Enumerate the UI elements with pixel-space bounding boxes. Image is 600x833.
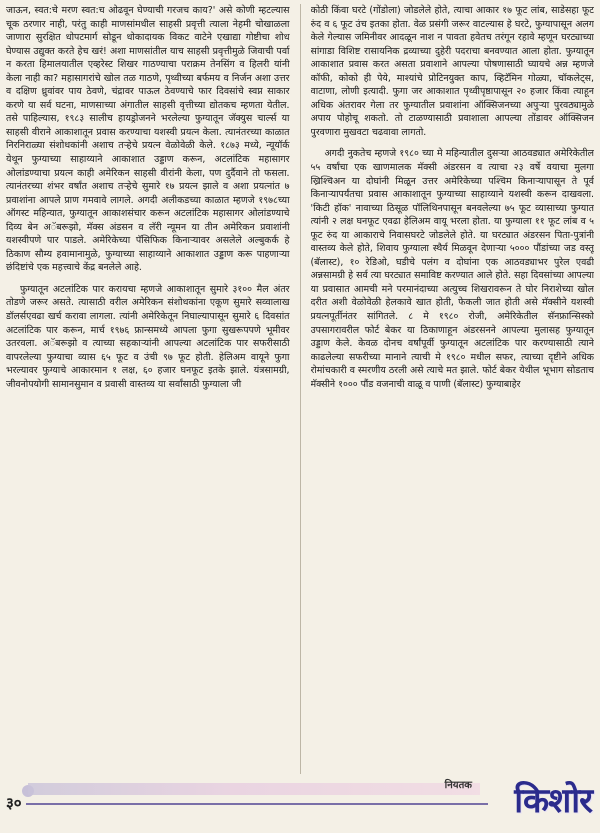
decorative-band: [28, 783, 480, 795]
paragraph: कोठी किंवा घरटे (गोंडोला) जोडलेले होते, त्याचा आकार १७ फूट लांब, साडेसहा फूट रुंद व ६ फूट उंच इतका होता. वेळ प्रसंगी जरूर वाटल्यास हे घरटे, फुग्यापासून अलग केले गेल्यास जमिनीवर आदळून नाश न पावता हवेतच तरंगून रहावे म्हणून घरट्याच्या सांगाडा विशिष्ट रासायनिक द्रव्याच्या दुहेरी पदराचा बनवण्यात आला होता. फुग्यातून आकाशात प्रवास करत असता प्रवाशाने आपल्या पोषणासाठी घ्यायचे अन्न म्हणजे कॉफी, कोको ही पेये, माश्यांचे प्रोटिनयुक्त काप, व्हिटॅमिन गोळ्या, चॉकलेट्स, वाटाणा, लोणी इत्यादी. फुगा जर आकाशात पृथ्वीपृष्ठापासून २० हजार किंवा त्याहून अधिक अंतरावर गेला तर फुग्यातील प्रवाशांना ऑक्सिजनच्या अपुऱ्या पुरवठ्यामुळे अपाय पोहोचू शकतो. तो टाळण्यासाठी प्रवाशाला आपल्या तोंडावर ऑक्सिजन पुरवणारा मुखवटा चढवावा लागतो.: [310, 5, 594, 138]
paragraph: जाऊन, स्वत:चे मरण स्वत:च ओढवून घेण्याची गरजच काय?' असे कोणी म्हटल्यास चूक ठरणार नाही, परंतु काही माणसांमधील साहसी प्रवृत्ती त्याला नेहमी चोखाळला जाणारा सुरक्षित धोपटमार्ग सोडून धोकादायक विकट वाटेने एखाद्या गोष्टीचा शोध घेण्यास उद्युक्त करते हेच खरं! अशा माणसांतील याच साहसी प्रवृत्तीमुळे जिवाची पर्वा न करता हिमालयातील एव्हरेस्ट शिखर गाठण्याचा पराक्रम तेनसिंग व हिलरी यांनी केला नाही का? महासागरांचे खोल तळ गाठणे, पृथ्वीच्या बर्फमय व निर्जन अशा उत्तर व दक्षिण ध्रुवांवर पाय ठेवणे, चंद्रावर पाऊल ठेवण्याचे फार दिवसांचे स्वप्न साकार करणे या सर्व घटना, माणसाच्या अंगातील साहसी वृत्तीच्या द्योतकच म्हणता येतील. तसे पाहिल्यास, १९८३ सालीच हायड्रोजनने भरलेल्या फुग्यातून जॅक्युस चार्ल्स या साहसी वीराने आकाशातून प्रवास करण्याचा यशस्वी प्रयत्न केला. त्यानंतरच्या काळात निरनिराळ्या संशोधकांनी अशाच तऱ्हेचे प्रयत्न वेळोवेळी केले. १८७३ मध्ये, न्यूयॉर्क येथून फुग्याच्या साहाय्याने आकाशात उड्डाण करून, अटलांटिक महासागर ओलांडण्याचा प्रयत्न काही अमेरिकन साहसी वीरांनी केला, पण दुर्दैवाने तो फसला. त्यानंतरच्या शंभर वर्षांत अशाच तऱ्हेचे सुमारे १७ प्रयत्न झाले व अशा प्रयत्नांत ७ प्रवाशांना आपले प्राण गमवावे लागले. अगदी अलीकडच्या काळात म्हणजे १९७८च्या ऑगस्ट महिन्यात, फुग्यातून आकाशसंचार करून अटलांटिक महासागर ओलांडण्याचे दिव्य बेन अॅबरूझो, मॅक्स अंडसन व लॅरी न्यूमन या तीन अमेरिकन प्रवाशांनी यशस्वीपणे पार पाडले. अमेरिकेच्या पॅसिफिक किनाऱ्यावर असलेले अल्बुकर्क हे ठिकाण सौम्य हवामानामुळे, फुग्याच्या साहाय्याने आकाशात उड्डाण करू पाहणाऱ्या छंदिष्टांचे एक महत्त्वाचे केंद्र बनलेले आहे.: [6, 5, 290, 274]
paragraph: अगदी नुकतेच म्हणजे १९८० च्या मे महिन्यातील दुसऱ्या आठवड्यात अमेरिकेतील ५५ वर्षांचा एक खाणमालक मॅक्सी अंडरसन व त्याचा २३ वर्षे वयाचा मुलगा ख्रिश्चिअन या दोघांनी मिळून उत्तर अमेरिकेच्या पश्चिम किनाऱ्यापासून ते पूर्व किनाऱ्यापर्यंतचा प्रवास आकाशातून फुग्याच्या साहाय्याने यशस्वी करून दाखवला. 'किटी हॉक' नावाच्या ठिसूळ पॉलिथिनपासून बनवलेल्या ७५ फूट व्यासाच्या फुग्यात त्यांनी २ लक्ष घनफूट एवढा हेलिअम वायू भरला होता. या फुग्याला ११ फूट लांब व ५ फूट रुंद या आकाराचे निवासघरटे जोडलेले होते. या घरट्यात अंडरसन पिता-पुत्रांनी वास्तव्य केले होते, शिवाय फुग्याला स्थैर्य मिळवून देणाऱ्या ५००० पौंडांच्या जड वस्तू (बॅलास्ट), १० रेडिओ, घडीचे पलंग व दोघांना एक आठवड्याभर पुरेल एवढी अन्नसामग्री हे सर्व त्या घरट्यात समाविष्ट करण्यात आले होते. सहा दिवसांच्या आपल्या या प्रवासात आमची मने परमानंदाच्या अत्युच्च शिखरावरून ते घोर निराशेच्या खोल दरीत अशी वेळोवेळी हेलकावे खात होती, फेकली जात होती असे मॅक्सीने यशस्वी प्रयत्नपूर्तीनंतर सांगितले. ८ मे १९८० रोजी, अमेरिकेतील सॅनफ्रान्सिस्को उपसागरावरील फोर्ट बेकर या ठिकाणाहून अंडरसनने आपल्या मुलासह फुग्यातून उड्डाण केले. केवळ दोनच वर्षांपूर्वी फुग्यातून अटलांटिक पार करण्यासाठी त्याने काढलेल्या सफरीच्या मानाने त्याची मे १९८० मधील सफर, त्याच्या दृष्टीने अधिक रोमांचकारी व स्मरणीय ठरली असे त्याचे मत झाले. फोर्ट बेकर येथील भूभाग सोडताच मॅक्सीने १००० पौंड वजनाची वाळू व पाणी (बॅलास्ट) फुग्याबाहेर: [310, 148, 594, 390]
page-number: ३०: [6, 794, 22, 812]
column-divider: [300, 4, 301, 774]
paragraph: फुग्यातून अटलांटिक पार करायचा म्हणजे आकाशातून सुमारे ३१०० मैल अंतर तोडणे जरूर असते. त्यासाठी वरील अमेरिकन संशोधकांना एकूण सुमारे सव्वालाख डॉलर्सएवढा खर्च करावा लागला. त्यांनी अमेरिकेतून निघाल्यापासून सुमारे ६ दिवसांत अटलांटिक पार करून, मार्च १९७६ फ्रान्समध्ये आपला फुगा सुखरूपपणे भूमीवर उतरवला. अॅबरूझो व त्याच्या सहकाऱ्यांनी आपल्या अटलांटिक पार सफरीसाठी वापरलेल्या फुग्याचा व्यास ६५ फूट व उंची ९७ फूट होती. हेलिअम वायूने फुगा भरल्यावर फुग्याचे आकारमान १ लक्ष, ६० हजार घनफूट इतके झाले. यंत्रसामग्री, जीवनोपयोगी सामानसुमान व प्रवासी वास्तव्य या सर्वांसाठी फुग्याला जी: [6, 283, 290, 390]
page-footer: [0, 775, 600, 833]
footer-rule: [26, 803, 488, 805]
article-body: [6, 4, 594, 774]
right-column: [311, 4, 595, 774]
section-label: नियतक: [444, 780, 472, 791]
magazine-logo: किशोर: [514, 781, 592, 821]
left-column: [6, 4, 290, 774]
